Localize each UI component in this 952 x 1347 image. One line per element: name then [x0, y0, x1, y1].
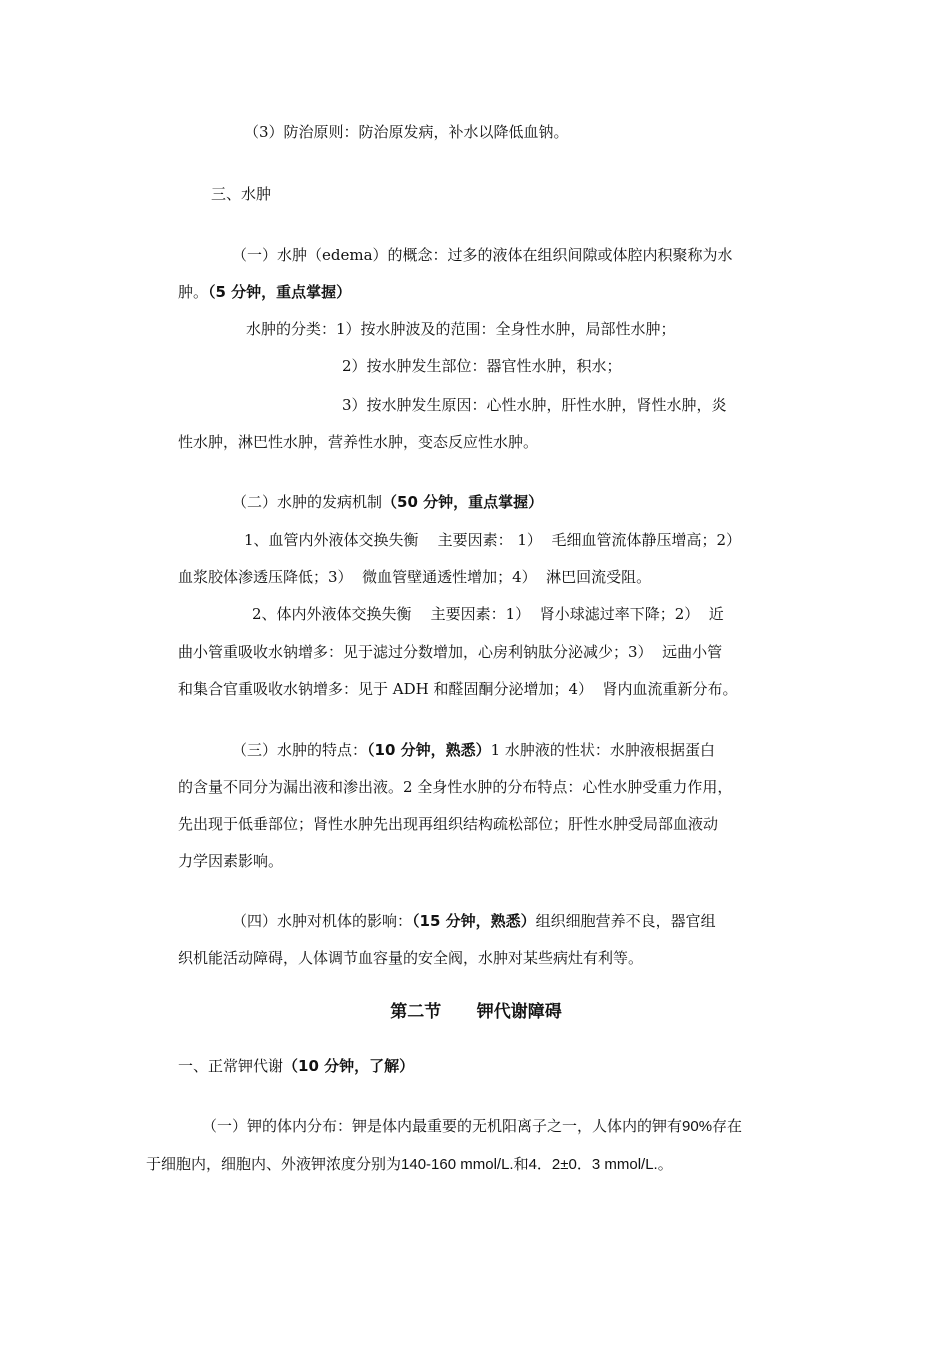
- text-line: [232, 739, 715, 761]
- text-line: 血浆胶体渗透压降低；3） 微血管壁通透性增加；4） 淋巴回流受阻。: [178, 568, 652, 586]
- text-run: 90%: [682, 1118, 713, 1135]
- emphasis-note: （10 分钟，了解）: [283, 1057, 415, 1075]
- text-run: 4．2±0．3 mmol/L.: [528, 1156, 658, 1173]
- text-line: 力学因素影响。: [178, 852, 284, 870]
- text-run: 一、正常钾代谢: [178, 1057, 284, 1075]
- text-line: 水肿的分类：1）按水肿波及的范围：全身性水肿，局部性水肿；: [246, 320, 676, 338]
- text-line: 2、体内外液体交换失衡 主要因素：1） 肾小球滤过率下降；2） 近: [252, 605, 724, 623]
- text-line: [202, 1115, 742, 1138]
- text-line: 3）按水肿发生原因：心性水肿，肝性水肿，肾性水肿，炎: [342, 396, 727, 414]
- text-run: （二）水肿的发病机制: [232, 493, 383, 511]
- text-run: （一）钾的体内分布：钾是体内最重要的无机阳离子之一，人体内的钾有: [202, 1117, 683, 1135]
- text-run: 140-160 mmol/L.: [401, 1156, 514, 1173]
- text-line: 2）按水肿发生部位：器官性水肿，积水；: [342, 357, 622, 375]
- emphasis-note: （5 分钟，重点掌握）: [208, 283, 352, 301]
- text-run: （三）水肿的特点：: [232, 741, 368, 759]
- text-line: [178, 281, 351, 303]
- text-run: 组织细胞营养不良，器官组: [535, 912, 716, 930]
- text-line: [232, 910, 716, 932]
- emphasis-note: （15 分钟，熟悉）: [412, 912, 536, 930]
- text-line: [232, 491, 543, 513]
- text-line: 先出现于低垂部位；肾性水肿先出现再组织结构疏松部位；肝性水肿受局部血液动: [178, 815, 719, 833]
- text-line: 和集合官重吸收水钠增多：见于 ADH 和醛固酮分泌增加；4） 肾内血流重新分布。: [178, 680, 738, 698]
- text-run: 存在: [712, 1117, 743, 1135]
- text-line: 织机能活动障碍，人体调节血容量的安全阀，水肿对某些病灶有利等。: [178, 949, 644, 967]
- text-line: 1、血管内外液体交换失衡 主要因素： 1） 毛细血管流体静压增高；2）: [244, 531, 742, 549]
- text-run: （四）水肿对机体的影响：: [232, 912, 413, 930]
- text-run: 1 水肿液的性状：水肿液根据蛋白: [490, 741, 715, 759]
- text-line: （一）水肿（edema）的概念：过多的液体在组织间隙或体腔内积聚称为水: [232, 246, 733, 264]
- text-line: 性水肿，淋巴性水肿，营养性水肿，变态反应性水肿。: [178, 433, 539, 451]
- text-line: [178, 1055, 414, 1077]
- text-run: 肿。: [178, 283, 209, 301]
- section-title: 三、水肿: [211, 185, 272, 203]
- text-line: 曲小管重吸收水钠增多：见于滤过分数增加，心房利钠肽分泌减少；3） 远曲小管: [178, 643, 723, 661]
- text-run: 和: [513, 1155, 529, 1173]
- emphasis-note: （50 分钟，重点掌握）: [382, 493, 544, 511]
- text-line: 的含量不同分为漏出液和渗出液。2 全身性水肿的分布特点：心性水肿受重力作用，: [178, 778, 733, 796]
- text-run: 于细胞内，细胞内、外液钾浓度分别为: [146, 1155, 402, 1173]
- emphasis-note: （10 分钟，熟悉）: [367, 741, 491, 759]
- text-run: 。: [657, 1155, 673, 1173]
- text-line: [146, 1153, 673, 1176]
- text-line: （3）防治原则：防治原发病，补水以降低血钠。: [244, 123, 569, 141]
- section-heading: 第二节 钾代谢障碍: [390, 1002, 562, 1022]
